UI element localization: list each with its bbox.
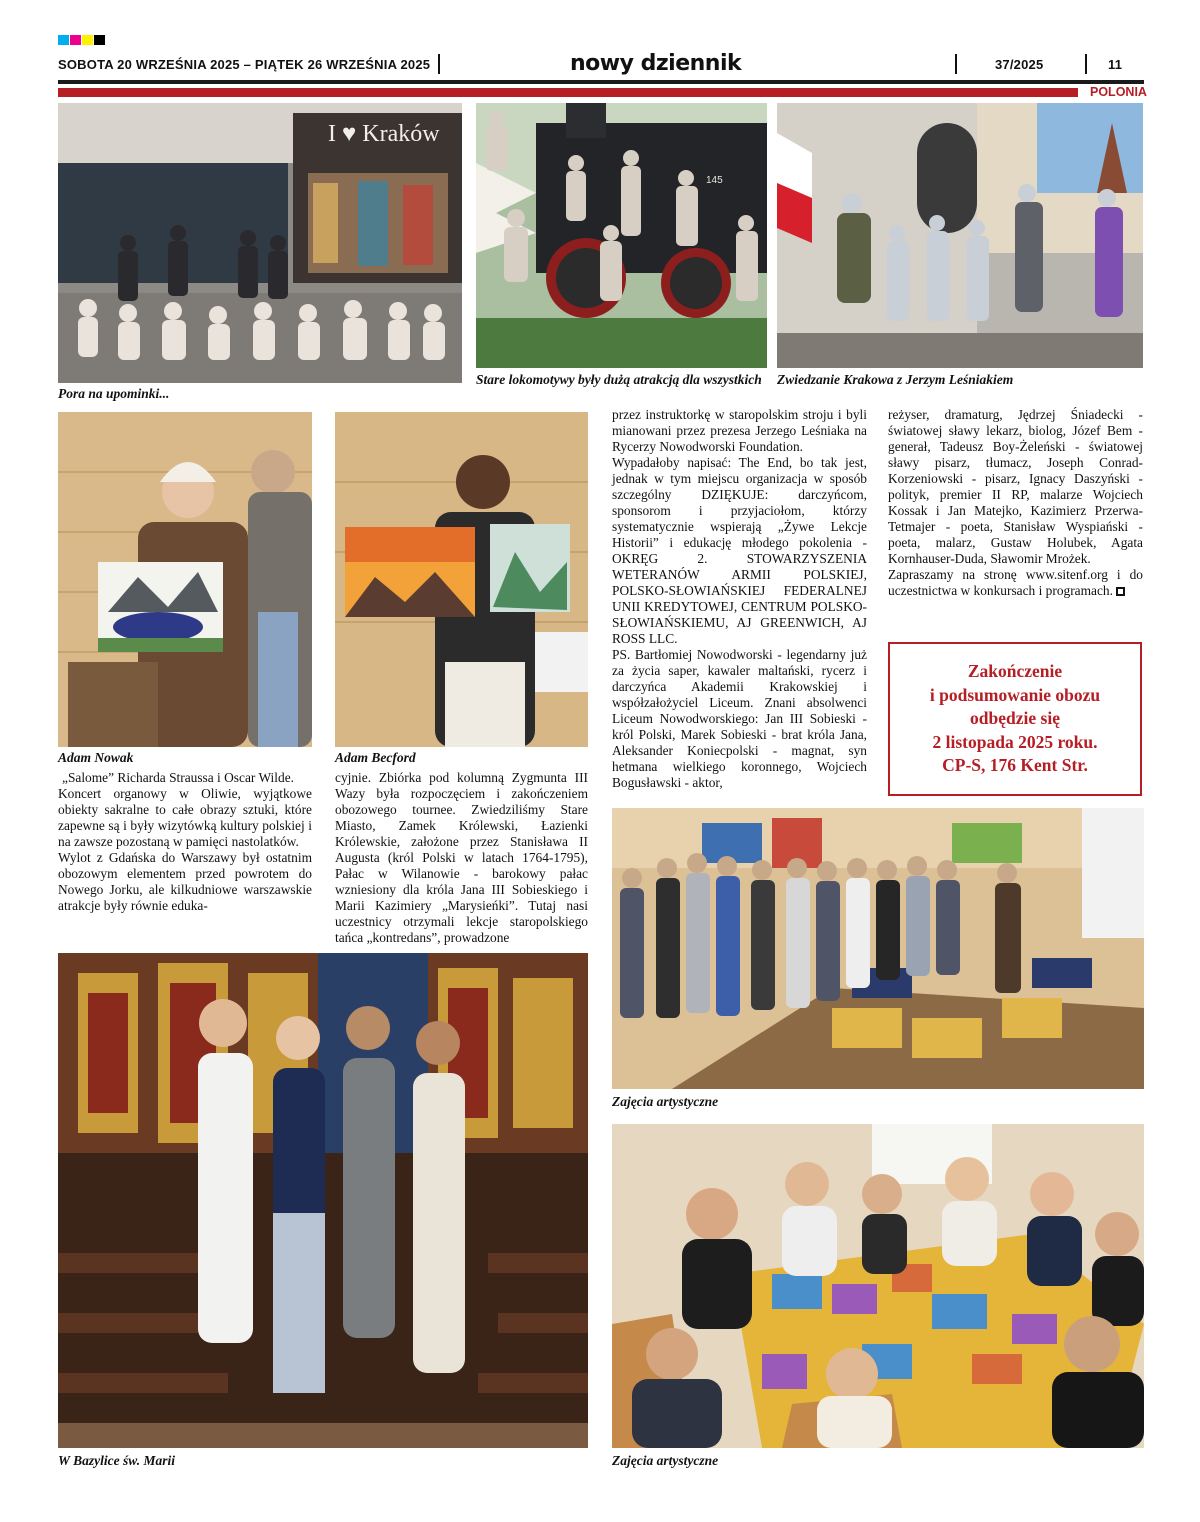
photo-basilica <box>58 953 588 1448</box>
article-column-4 <box>888 407 1143 599</box>
article-paragraph: cyjnie. Zbiórka pod kolumną Zygmunta III Wazy była rozpoczęciem i zakończeniem obozowego tournee. Zwiedziliśmy Stare Miasto, Zamek Królewski, Łazienki Królewskie, założone przez Stanisława II Augusta (król Polski w latach 1764-1795), Pałac w Wilanowie - barokowy pałac wzniesiony dla króla Jana III Sobieskiego i Marii Kazimiery „Marysieńki”. Tutaj nasi uczestnicy otrzymali lekcje staropolskiego tańca „kontredans”, prowadzone <box>335 770 588 945</box>
header-divider <box>955 54 957 74</box>
announcement-line: i podsumowanie obozu <box>929 684 1101 705</box>
photo-caption: Zajęcia artystyczne <box>612 1453 719 1468</box>
article-paragraph: „Salome” Richarda Straussa i Oscar Wilde. <box>62 770 294 785</box>
registration-mark-cyan <box>58 35 69 45</box>
page-number: 11 <box>1108 57 1123 72</box>
article-closing-text: Zapraszamy na stronę www.sitenf.org i do uczestnictwa w konkursach i programach. <box>888 567 1143 598</box>
article-paragraph: PS. Bartłomiej Nowodworski - legendarny już za życia saper, kawaler maltański, rycerz i darczyńca Akademii Krakowskiej i współzałożyciel Liceum. Znani absolwenci Liceum Nowodworskiego: Jan III Sobieski - król Polski, Marek Sobieski - brat króla Jana, Aleksander Koniecpolski - magnat, syn hetmana wielkiego koronnego, Wojciech Bogusławski - aktor, <box>612 647 867 790</box>
masthead-logo: nowy dziennik <box>570 51 742 76</box>
article-paragraph: reżyser, dramaturg, Jędrzej Śniadecki - światowej sławy lekarz, biolog, Józef Bem - generał, Tadeusz Boy-Żeleński - światowej sławy pisarz, tłumacz, Joseph Conrad-Korzeniowski - pisarz, Ignacy Daszyński - polityk, premier II RP, malarze Wojciech Kossak i Jan Matejko, Kazimierz Przerwa-Tetmajer - poeta, Stanisław Wyspiański - poeta, malarz, Gustaw Holubek, Agata Kornhauser-Duda, Sławomir Mrożek. <box>888 407 1143 566</box>
photo-caption: Pora na upominki... <box>58 386 170 401</box>
article-paragraph: Koncert organowy w Oliwie, wyjątkowe obiekty sakralne to całe obrazy sztuki, które zapewne są i były wizytówką kultury polskiej i na zawsze pozostaną w pamięci nastolatków. <box>58 786 312 849</box>
end-of-article-icon <box>1116 587 1125 596</box>
photo-caption: Adam Nowak <box>58 750 134 765</box>
photo-art-class-2 <box>612 1124 1144 1448</box>
photo-caption: Zwiedzanie Krakowa z Jerzym Leśniakiem <box>777 372 1014 387</box>
photo-caption: Stare lokomotywy były dużą atrakcją dla wszystkich <box>476 372 762 387</box>
header-date-range: SOBOTA 20 WRZEŚNIA 2025 – PIĄTEK 26 WRZEŚNIA 2025 <box>58 57 431 72</box>
article-column-2 <box>335 770 588 946</box>
photo-adam-nowak <box>58 412 312 747</box>
announcement-line: Zakończenie <box>967 661 1063 682</box>
issue-number: 37/2025 <box>995 57 1044 72</box>
photo-caption: Adam Becford <box>335 750 416 765</box>
article-paragraph: Wypadałoby napisać: The End, bo tak jest, jednak w tym miejscu organizacja w sposób szczególny DZIĘKUJE: darczyńcom, sponsorom i przyjaciołom, którzy systematycznie wspierają „Żywe Lekcje Historii” i edukację młodego pokolenia - OKRĘG 2. STOWARZYSZENIA WETERANÓW ARMII POLSKIEJ, POLSKO-SŁOWIAŃSKIEJ FEDERALNEJ UNII KREDYTOWEJ, CENTRUM POLSKO-SŁOWIAŃSKIEMU, AJ GREENWICH, AJ ROSS LLC. <box>612 455 867 646</box>
announcement-line: 2 listopada 2025 roku. <box>932 731 1098 752</box>
photo-krakow-tour <box>777 103 1143 368</box>
announcement-line: CP-S, 176 Kent Str. <box>942 755 1088 776</box>
header-divider <box>438 54 440 74</box>
article-column-1 <box>58 770 312 914</box>
article-paragraph <box>888 567 1143 599</box>
article-paragraph: Wylot z Gdańska do Warszawy był ostatnim obozowym elementem przed powrotem do Nowego Jorku, ale kilkudniowe warszawskie atrakcje były równie eduka- <box>58 850 312 913</box>
registration-mark-black <box>94 35 105 45</box>
announcement-line: odbędzie się <box>970 708 1060 729</box>
article-column-3 <box>612 407 867 791</box>
section-rule <box>58 88 1144 97</box>
article-paragraph: przez instruktorkę w staropolskim stroju i byli mianowani przez prezesa Jerzego Leśniaka na Rycerzy Nowodworski Foundation. <box>612 407 867 454</box>
registration-mark-magenta <box>70 35 81 45</box>
header-rule <box>58 80 1144 84</box>
photo-locomotive <box>476 103 767 368</box>
photo-caption: W Bazylice św. Marii <box>58 1453 176 1468</box>
registration-mark-yellow <box>82 35 93 45</box>
event-announcement-box <box>888 642 1142 796</box>
photo-souvenir-shop <box>58 103 462 383</box>
photo-caption: Zajęcia artystyczne <box>612 1094 719 1109</box>
header-divider <box>1085 54 1087 74</box>
loco-number: 145 <box>706 175 723 186</box>
photo-art-class-1 <box>612 808 1144 1089</box>
section-label: POLONIA <box>1078 85 1153 100</box>
shop-sign: I ♥ Kraków <box>328 121 440 147</box>
photo-adam-becford <box>335 412 588 747</box>
